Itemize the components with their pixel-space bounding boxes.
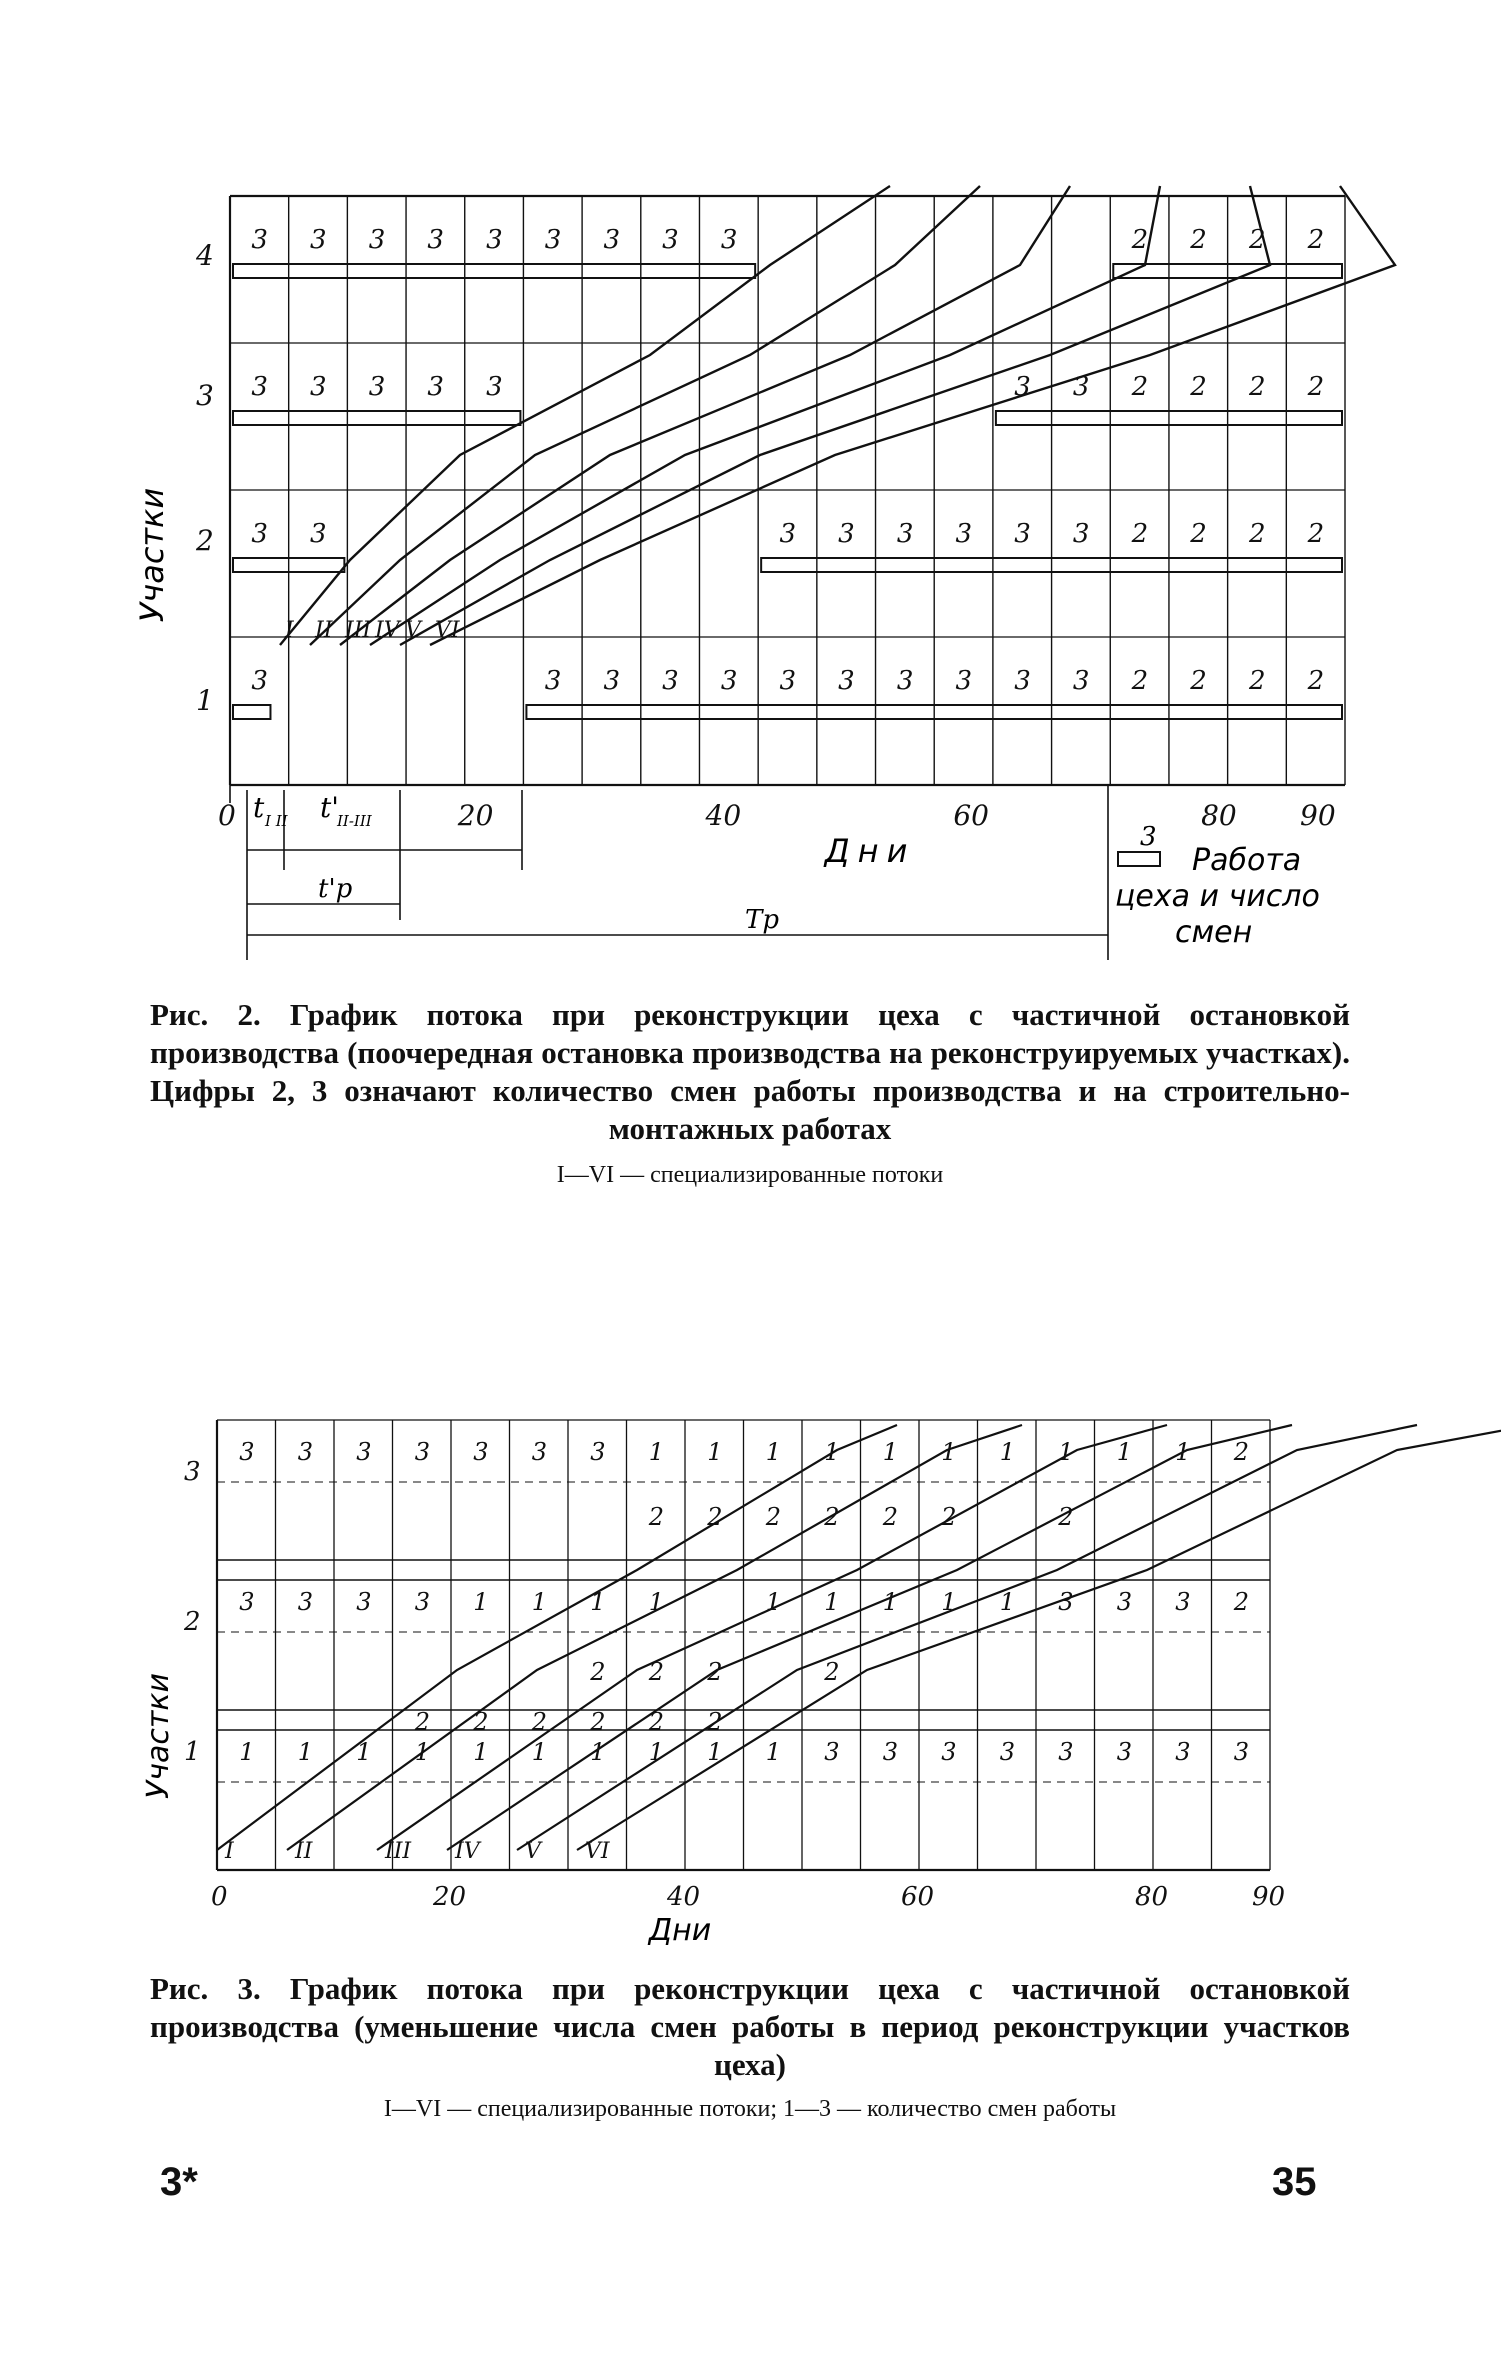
shop-work-bar (233, 705, 270, 719)
fig3-cell-label: 1 (590, 1588, 606, 1616)
fig2-cell-label: 3 (251, 666, 268, 696)
fig3-cell-label: 2 (648, 1503, 665, 1531)
fig2-legend (1115, 822, 1320, 950)
flow-mark: II (315, 618, 333, 643)
fig2-cell-label: 2 (1131, 225, 1149, 255)
fig2-cell-label: 3 (310, 519, 327, 549)
flow-line-6 (577, 1425, 1501, 1850)
fig3-cell-label: 2 (648, 1708, 665, 1736)
fig3-x-axis-label: Дни (648, 1913, 712, 1948)
fig2-x-tick: 40 (705, 799, 742, 832)
fig2-x-tick: 80 (1201, 799, 1237, 832)
fig2-cell-label: 3 (544, 225, 562, 255)
fig3-y-tick: 3 (184, 1457, 201, 1487)
fig3-cell-label: 2 (414, 1708, 431, 1736)
flow-mark: I (225, 1839, 234, 1864)
fig3-cell-label: 1 (882, 1438, 899, 1466)
fig3-cell-label: 1 (414, 1738, 431, 1766)
flow-line-5 (517, 1425, 1417, 1850)
fig2-cell-label: 3 (1072, 666, 1090, 696)
fig3-cell-label: 1 (999, 1588, 1016, 1616)
fig3-cell-label: 1 (765, 1438, 782, 1466)
fig3-cell-label: 3 (297, 1438, 314, 1466)
fig2-x-tick: 0 (218, 799, 236, 832)
fig3-cell-label: 1 (531, 1588, 548, 1616)
flow-mark: III (385, 1839, 412, 1864)
fig3-cell-label: 1 (824, 1438, 840, 1466)
flow-mark: VI (435, 618, 460, 643)
fig2-cell-label: 3 (603, 225, 620, 255)
fig2-cell-label: 3 (779, 519, 797, 549)
fig2-cell-label: 2 (1307, 666, 1325, 696)
fig3-cell-label: 2 (590, 1708, 606, 1736)
fig2-cell-label: 3 (838, 666, 855, 696)
fig3-cell-label: 2 (707, 1503, 723, 1531)
fig2-x-tick: 60 (953, 799, 989, 832)
fig2-cell-label: 3 (1014, 519, 1031, 549)
fig3-cell-label: 1 (648, 1438, 665, 1466)
fig2-cell-label: 2 (1248, 225, 1266, 255)
fig3-cell-label: 1 (648, 1588, 665, 1616)
flow-mark: V (525, 1839, 541, 1864)
fig3-y-tick: 1 (184, 1737, 201, 1767)
fig2-cell-label: 3 (1014, 372, 1031, 402)
fig2-cell-label: 3 (838, 519, 855, 549)
fig3-cell-label: 1 (765, 1738, 782, 1766)
fig2-cell-label: 2 (1190, 225, 1207, 255)
flow-mark: IV (455, 1839, 480, 1864)
fig3-cell-label: 2 (941, 1503, 957, 1531)
flow-mark: IV (375, 618, 400, 643)
fig3-cell-label: 2 (531, 1708, 548, 1736)
fig2-cell-label: 3 (1014, 666, 1031, 696)
fig2-cell-label: 3 (310, 372, 327, 402)
flow-mark: II (295, 1839, 313, 1864)
fig3-cell-label: 1 (297, 1738, 314, 1766)
fig3-cell-label: 1 (999, 1438, 1016, 1466)
fig2-cell-label: 3 (720, 666, 738, 696)
fig3-x-tick: 60 (901, 1882, 935, 1912)
fig2-y-tick: 2 (196, 524, 214, 557)
fig3-cell-label: 3 (882, 1738, 899, 1766)
fig3-cell-label: 3 (1058, 1588, 1074, 1616)
fig3-caption: Рис. 3. График потока при реконструкции цеха с частичной остановкой производства (уменьшение числа смен работы в период реконструкции участков цеха) (150, 1971, 1350, 2082)
fig2-y-tick: 3 (196, 379, 214, 412)
fig2-t1-label: t (253, 791, 265, 824)
fig3-cell-label: 2 (473, 1708, 489, 1736)
fig3-cell-label: 2 (1058, 1503, 1074, 1531)
fig2-tp-prime-label: t'p (318, 874, 353, 904)
fig3-cell-label: 1 (882, 1588, 899, 1616)
fig3-cell-label: 2 (1233, 1438, 1250, 1466)
fig2-cell-label: 2 (1190, 519, 1207, 549)
fig2-cell-label: 3 (427, 225, 444, 255)
fig2-cell-label: 3 (662, 666, 679, 696)
fig2-cell-label: 3 (662, 225, 679, 255)
fig3-cell-label: 3 (473, 1438, 489, 1466)
flow-mark: III (345, 618, 372, 643)
fig3-cell-label: 3 (239, 1588, 255, 1616)
fig3-x-tick: 0 (211, 1882, 228, 1912)
fig2-note: I—VI — специализированные потоки (556, 1162, 944, 1188)
flow-line-4 (447, 1425, 1292, 1850)
fig3-cell-label: 3 (1116, 1588, 1133, 1616)
fig3-cell-label: 2 (707, 1658, 723, 1686)
fig2-cell-label: 2 (1307, 372, 1325, 402)
fig2-x-axis-label: Дни (824, 832, 916, 870)
fig3-cell-label: 1 (473, 1588, 489, 1616)
fig3-y-tick: 2 (184, 1607, 201, 1637)
fig2-cell-label: 2 (1131, 519, 1149, 549)
fig3-cell-label: 1 (765, 1588, 782, 1616)
fig2-cell-label: 2 (1190, 372, 1207, 402)
fig3-cell-label: 1 (941, 1588, 957, 1616)
fig2-y-tick: 4 (196, 239, 214, 272)
fig2-cell-label: 3 (955, 519, 973, 549)
figure-3-chart (0, 1380, 1501, 1960)
fig3-cell-label: 1 (1175, 1438, 1191, 1466)
fig3-cell-label: 3 (999, 1738, 1016, 1766)
fig3-cell-label: 3 (1233, 1738, 1250, 1766)
fig3-cell-label: 1 (941, 1438, 957, 1466)
fig3-cell-label: 1 (473, 1738, 489, 1766)
fig3-cell-label: 3 (941, 1738, 957, 1766)
fig2-cell-label: 3 (368, 225, 386, 255)
fig2-y-tick: 1 (196, 684, 214, 717)
fig3-cell-label: 1 (648, 1738, 665, 1766)
flow-line-2 (310, 186, 980, 645)
fig3-cell-label: 3 (356, 1438, 372, 1466)
fig2-cell-label: 3 (1072, 519, 1090, 549)
fig2-cell-label: 3 (486, 372, 503, 402)
fig2-x-tick: 90 (1300, 799, 1336, 832)
fig2-cell-label: 3 (251, 225, 268, 255)
fig3-cell-label: 3 (1175, 1588, 1191, 1616)
fig3-cell-label: 3 (356, 1588, 372, 1616)
fig3-cell-label: 1 (1058, 1438, 1074, 1466)
fig3-cell-label: 2 (824, 1658, 840, 1686)
fig3-cell-label: 3 (1058, 1738, 1074, 1766)
flow-mark: V (405, 618, 421, 643)
fig3-cell-label: 2 (824, 1503, 840, 1531)
fig2-cell-label: 2 (1131, 666, 1149, 696)
fig3-cell-label: 1 (824, 1588, 840, 1616)
figure-2-chart (0, 0, 1501, 1000)
fig3-x-tick: 90 (1252, 1882, 1286, 1912)
fig3-cell-label: 1 (356, 1738, 372, 1766)
fig2-cell-label: 3 (779, 666, 797, 696)
fig3-x-tick: 20 (433, 1882, 467, 1912)
fig2-cell-label: 3 (544, 666, 562, 696)
fig3-cell-label: 2 (765, 1503, 782, 1531)
fig3-cell-label: 3 (239, 1438, 255, 1466)
fig3-cell-label: 3 (590, 1438, 606, 1466)
fig2-cell-label: 2 (1307, 225, 1325, 255)
fig3-cell-label: 1 (707, 1738, 723, 1766)
fig3-cell-label: 1 (590, 1738, 606, 1766)
fig2-cell-label: 3 (310, 225, 327, 255)
fig3-cell-label: 3 (531, 1438, 548, 1466)
fig3-cell-label: 3 (1175, 1738, 1191, 1766)
fig3-x-tick: 40 (667, 1882, 701, 1912)
fig3-cell-label: 2 (648, 1658, 665, 1686)
fig2-t2-sub: II-III (337, 812, 372, 830)
fig3-note: I—VI — специализированные потоки; 1—3 — количество смен работы (383, 2096, 1117, 2122)
shop-work-bar (233, 411, 520, 425)
fig2-cell-label: 3 (720, 225, 738, 255)
fig2-cell-label: 3 (955, 666, 973, 696)
page-number: 35 (1272, 2160, 1317, 2204)
shop-work-bar (233, 264, 755, 278)
fig2-t2-label: t' (320, 791, 339, 824)
fig3-cell-label: 2 (590, 1658, 606, 1686)
fig2-tp-label: Tp (745, 905, 779, 935)
fig2-t1-sub: I II (265, 812, 288, 830)
fig3-cell-label: 3 (414, 1438, 431, 1466)
fig2-cell-label: 2 (1307, 519, 1325, 549)
fig3-cell-label: 3 (824, 1738, 840, 1766)
fig2-cell-label: 3 (896, 519, 914, 549)
fig2-y-axis-label: Участки (133, 487, 171, 623)
fig3-cell-label: 3 (414, 1588, 431, 1616)
fig2-cell-label: 2 (1248, 666, 1266, 696)
fig2-cell-label: 3 (251, 372, 268, 402)
legend-line-3: смен (1175, 915, 1253, 950)
fig3-cell-label: 3 (297, 1588, 314, 1616)
flow-mark: I (285, 618, 294, 643)
fig2-cell-label: 2 (1190, 666, 1207, 696)
fig3-cell-label: 1 (239, 1738, 255, 1766)
fig2-cell-label: 2 (1131, 372, 1149, 402)
page-marker-left: 3* (160, 2160, 198, 2204)
legend-line-1: Работа (1192, 843, 1302, 878)
fig3-x-tick: 80 (1135, 1882, 1169, 1912)
fig3-y-axis-label: Участки (141, 1673, 176, 1799)
fig2-cell-label: 2 (1248, 519, 1266, 549)
fig3-cell-label: 2 (707, 1708, 723, 1736)
fig3-cell-label: 2 (882, 1503, 899, 1531)
legend-line-2: цеха и число (1115, 879, 1320, 914)
fig2-cell-label: 3 (427, 372, 444, 402)
fig2-cell-label: 3 (368, 372, 386, 402)
fig2-x-tick: 20 (457, 799, 494, 832)
fig3-cell-label: 1 (707, 1438, 723, 1466)
fig2-cell-label: 3 (896, 666, 914, 696)
flow-mark: VI (585, 1839, 610, 1864)
fig2-cell-label: 3 (1072, 372, 1090, 402)
fig2-cell-label: 3 (603, 666, 620, 696)
fig2-caption: Рис. 2. График потока при реконструкции цеха с частичной остановкой производства (поочередная остановка производства на реконструируемых участках). Цифры 2, 3 означают количество смен работы производства и на строительно-монтажных работах (150, 997, 1350, 1146)
fig2-cell-label: 3 (251, 519, 268, 549)
fig2-cell-label: 2 (1248, 372, 1266, 402)
legend-shift-count: 3 (1140, 822, 1157, 852)
fig2-cell-label: 3 (486, 225, 503, 255)
fig3-cell-label: 1 (1116, 1438, 1133, 1466)
fig3-cell-label: 1 (531, 1738, 548, 1766)
fig3-cell-label: 2 (1233, 1588, 1250, 1616)
fig3-cell-label: 3 (1116, 1738, 1133, 1766)
flow-line-2 (287, 1425, 1022, 1850)
